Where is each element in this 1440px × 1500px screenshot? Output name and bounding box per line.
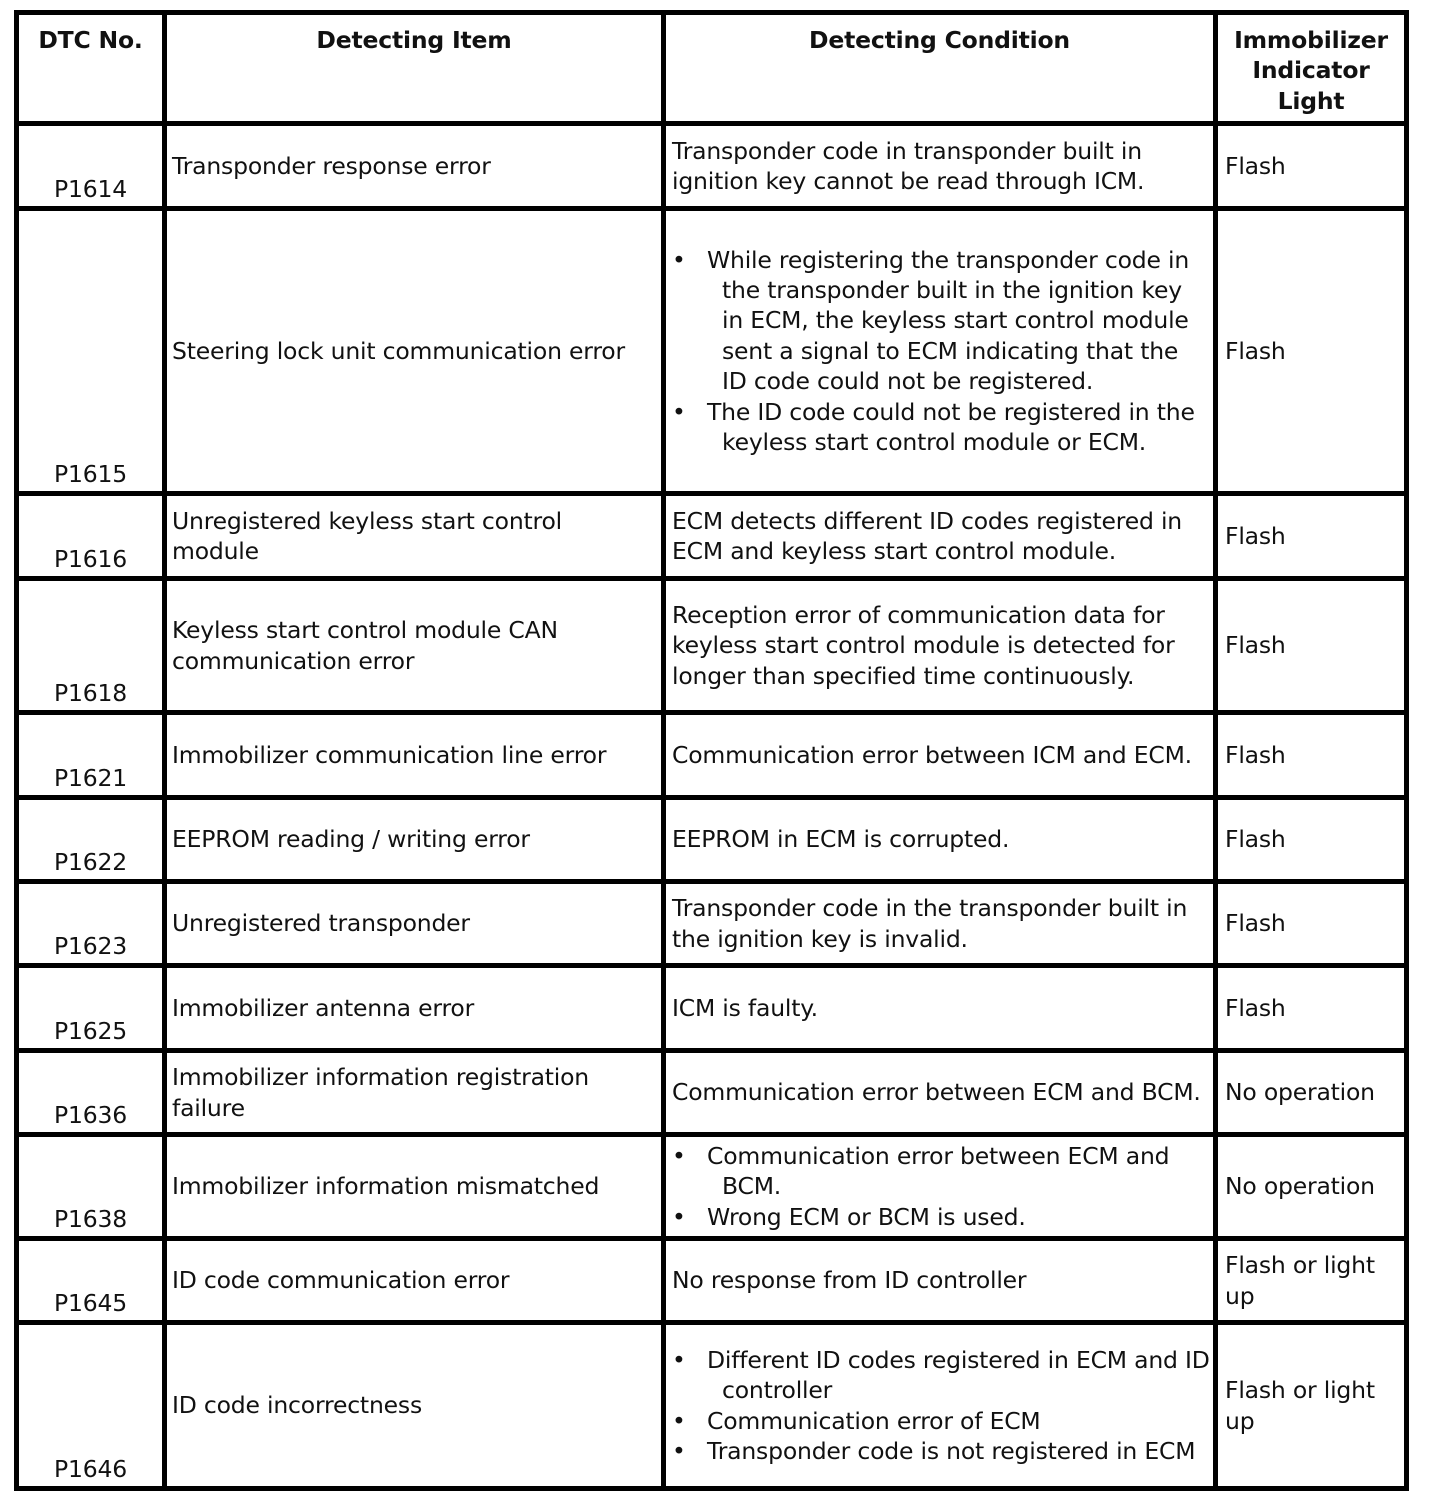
indicator-light-status: Flash xyxy=(1216,124,1407,209)
dtc-code: P1615 xyxy=(17,209,165,494)
indicator-light-status: No operation xyxy=(1216,1051,1407,1135)
dtc-code: P1621 xyxy=(17,713,165,798)
detecting-condition: Communication error between ECM and BCM. xyxy=(664,1051,1216,1135)
detecting-condition: EEPROM in ECM is corrupted. xyxy=(664,798,1216,882)
dtc-code: P1616 xyxy=(17,494,165,579)
table-row xyxy=(17,966,1407,1051)
condition-bullet-list xyxy=(672,1141,1210,1232)
header-indicator-light: Immobilizer Indicator Light xyxy=(1216,13,1407,124)
table-row xyxy=(17,1135,1407,1239)
detecting-item: Unregistered keyless start control module xyxy=(165,494,664,579)
detecting-condition xyxy=(664,1135,1216,1239)
indicator-light-status: Flash xyxy=(1216,882,1407,966)
condition-bullet-item: • Transponder code is not registered in ECM xyxy=(672,1436,1210,1466)
table-row xyxy=(17,1239,1407,1323)
condition-bullet-list xyxy=(672,245,1210,458)
dtc-code: P1614 xyxy=(17,124,165,209)
detecting-condition: ICM is faulty. xyxy=(664,966,1216,1051)
dtc-code: P1636 xyxy=(17,1051,165,1135)
detecting-condition: Transponder code in the transponder built in the ignition key is invalid. xyxy=(664,882,1216,966)
detecting-condition: ECM detects different ID codes registered in ECM and keyless start control module. xyxy=(664,494,1216,579)
detecting-condition: Communication error between ICM and ECM. xyxy=(664,713,1216,798)
detecting-item: Immobilizer information mismatched xyxy=(165,1135,664,1239)
detecting-condition xyxy=(664,209,1216,494)
dtc-code: P1625 xyxy=(17,966,165,1051)
detecting-condition xyxy=(664,1323,1216,1489)
detecting-item: EEPROM reading / writing error xyxy=(165,798,664,882)
condition-bullet-item: • Communication error of ECM xyxy=(672,1406,1210,1436)
dtc-table xyxy=(14,10,1409,1491)
detecting-item: Immobilizer communication line error xyxy=(165,713,664,798)
table-row xyxy=(17,124,1407,209)
indicator-light-status: Flash xyxy=(1216,966,1407,1051)
dtc-code: P1646 xyxy=(17,1323,165,1489)
table-body xyxy=(17,124,1407,1489)
condition-bullet-item: • Wrong ECM or BCM is used. xyxy=(672,1202,1210,1232)
header-detecting-condition: Detecting Condition xyxy=(664,13,1216,124)
header-detecting-item: Detecting Item xyxy=(165,13,664,124)
condition-bullet-item: • Communication error between ECM and BCM. xyxy=(672,1141,1210,1202)
indicator-light-status: Flash xyxy=(1216,579,1407,713)
detecting-item: Keyless start control module CAN communication error xyxy=(165,579,664,713)
condition-bullet-item: • The ID code could not be registered in the keyless start control module or ECM. xyxy=(672,397,1210,458)
dtc-code: P1638 xyxy=(17,1135,165,1239)
table-row xyxy=(17,713,1407,798)
detecting-item: Steering lock unit communication error xyxy=(165,209,664,494)
indicator-light-status: Flash xyxy=(1216,713,1407,798)
indicator-light-status: Flash xyxy=(1216,798,1407,882)
table-row xyxy=(17,798,1407,882)
detecting-item: Immobilizer antenna error xyxy=(165,966,664,1051)
detecting-item: ID code incorrectness xyxy=(165,1323,664,1489)
dtc-code: P1618 xyxy=(17,579,165,713)
detecting-item: Unregistered transponder xyxy=(165,882,664,966)
detecting-condition: Reception error of communication data for keyless start control module is detected for longer than specified time continuously. xyxy=(664,579,1216,713)
indicator-light-status: No operation xyxy=(1216,1135,1407,1239)
indicator-light-status: Flash or light up xyxy=(1216,1239,1407,1323)
table-row xyxy=(17,579,1407,713)
condition-bullet-item: • Different ID codes registered in ECM and ID controller xyxy=(672,1345,1210,1406)
table-row xyxy=(17,882,1407,966)
detecting-item: ID code communication error xyxy=(165,1239,664,1323)
table-row xyxy=(17,1051,1407,1135)
indicator-light-status: Flash xyxy=(1216,209,1407,494)
detecting-item: Immobilizer information registration failure xyxy=(165,1051,664,1135)
detecting-item: Transponder response error xyxy=(165,124,664,209)
indicator-light-status: Flash or light up xyxy=(1216,1323,1407,1489)
header-dtc-no: DTC No. xyxy=(17,13,165,124)
indicator-light-status: Flash xyxy=(1216,494,1407,579)
header-row xyxy=(17,13,1407,124)
table-row xyxy=(17,209,1407,494)
condition-bullet-item: • While registering the transponder code in the transponder built in the ignition key in ECM, the keyless start control module sent a signal to ECM indicating that the ID code could not be registered. xyxy=(672,245,1210,397)
detecting-condition: Transponder code in transponder built in ignition key cannot be read through ICM. xyxy=(664,124,1216,209)
dtc-code: P1623 xyxy=(17,882,165,966)
dtc-code: P1622 xyxy=(17,798,165,882)
condition-bullet-list xyxy=(672,1345,1210,1467)
table-row xyxy=(17,494,1407,579)
detecting-condition: No response from ID controller xyxy=(664,1239,1216,1323)
dtc-code: P1645 xyxy=(17,1239,165,1323)
table-row xyxy=(17,1323,1407,1489)
